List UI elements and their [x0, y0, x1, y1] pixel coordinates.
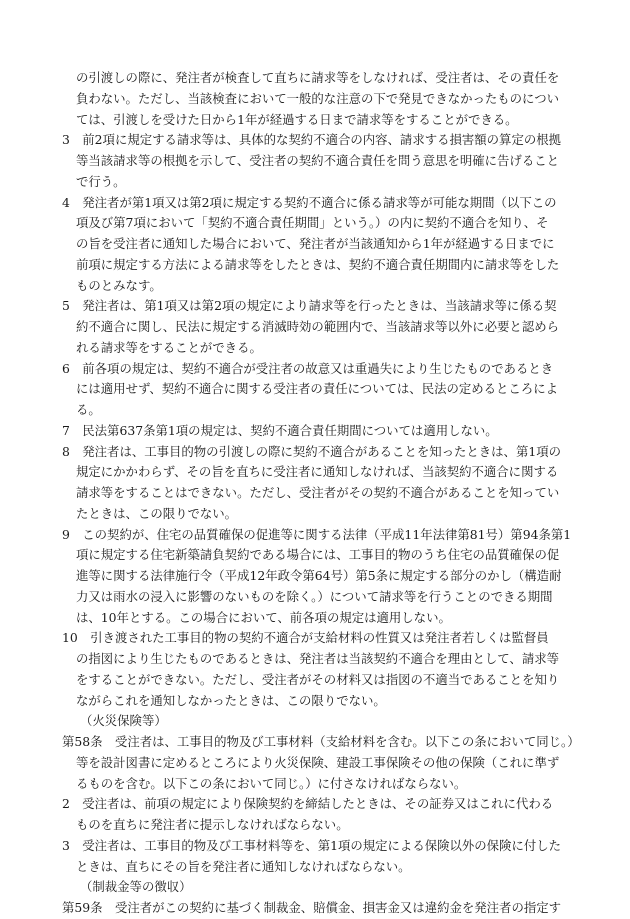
text-line: の指図により生じたものであるときは、発注者は当該契約不適合を理由として、請求等	[76, 651, 559, 666]
text-line: 3 前2項に規定する請求等は、具体的な契約不適合の内容、請求する損害額の算定の根拠	[62, 132, 562, 148]
text-line: るものを含む。以下この条において同じ。）に付さなければならない。	[76, 775, 467, 791]
text-line: 進等に関する法律施行令（平成12年政令第64号）第5条に規定する部分のかし（構造耐	[76, 568, 562, 583]
text-line: 10 引き渡された工事目的物の契約不適合が支給材料の性質又は発注者若しくは監督員	[62, 630, 549, 646]
text-line: 負わない。ただし、当該検査において一般的な注意の下で発見できなかったものについ	[76, 90, 559, 106]
text-line: 4 発注者が第1項又は第2項に規定する契約不適合に係る請求等が可能な期間（以下この	[62, 194, 557, 210]
text-line: 2 受注者は、前項の規定により保険契約を締結したときは、その証券又はこれに代わる	[62, 796, 554, 812]
text-line: 3 受注者は、工事目的物及び工事材料等を、第1項の規定による保険以外の保険に付した	[62, 837, 562, 853]
text-line: 第58条 受注者は、工事目的物及び工事材料（支給材料を含む。以下この条において同じ。）	[62, 734, 580, 749]
text-line: ものを直ちに発注者に提示しなければならない。	[76, 817, 349, 832]
text-line: 第59条 受注者がこの契約に基づく制裁金、賠償金、損害金又は違約金を発注者の指定す	[62, 900, 562, 915]
text-line: の引渡しの際に、発注者が検査して直ちに請求等をしなければ、受注者は、その責任を	[76, 70, 560, 85]
text-line: 等を設計図書に定めるところにより火災保険、建設工事保険その他の保険（これに準ず	[76, 754, 560, 770]
text-line: 6 前各項の規定は、契約不適合が受注者の故意又は重過失により生じたものであるとき	[62, 360, 554, 376]
text-line: 項及び第7項において「契約不適合責任期間」という。）の内に契約不適合を知り、そ	[76, 215, 549, 231]
text-line: には適用せず、契約不適合に関する受注者の責任については、民法の定めるところによ	[76, 381, 558, 397]
text-line: 9 この契約が、住宅の品質確保の促進等に関する法律（平成11年法律第81号）第94条第1	[62, 526, 572, 542]
text-line: 5 発注者は、第1項又は第2項の規定により請求等を行ったときは、当該請求等に係る契	[62, 298, 557, 314]
text-line: 力又は雨水の浸入に影響のないものを除く。）について請求等を行うことのできる期間	[76, 588, 553, 604]
text-line: の旨を受注者に通知した場合において、発注者が当該通知から1年が経過する日までに	[76, 236, 555, 251]
text-line: 等当該請求等の根拠を示して、受注者の契約不適合責任を問う意思を明確に告げること	[76, 153, 559, 168]
text-line: （火災保険等）	[80, 713, 167, 729]
text-line: で行う。	[76, 173, 126, 189]
text-line: 約不適合に関し、民法に規定する消滅時効の範囲内で、当該請求等以外に必要と認めら	[76, 319, 559, 334]
text-line: る。	[76, 402, 101, 417]
text-line: 7 民法第637条第1項の規定は、契約不適合責任期間については適用しない。	[62, 422, 498, 438]
text-line: 前項に規定する方法による請求等をしたときは、契約不適合責任期間内に請求等をした	[76, 256, 560, 272]
text-line: ときは、直ちにその旨を発注者に通知しなければならない。	[76, 858, 411, 874]
text-line: は、10年とする。この場合において、前各項の規定は適用しない。	[76, 609, 451, 625]
text-line: ては、引渡しを受けた日から1年が経過する日まで請求等をすることができる。	[76, 111, 518, 127]
text-line: 規定にかかわらず、その旨を直ちに受注者に通知しなければ、当該契約不適合に関する	[76, 464, 559, 480]
text-line: 請求等をすることはできない。ただし、受注者がその契約不適合があることを知ってい	[76, 485, 560, 500]
text-line: （制裁金等の徴収）	[80, 879, 192, 895]
text-line: ながらこれを通知しなかったときは、この限りでない。	[76, 692, 386, 708]
text-line: 項に規定する住宅新築請負契約である場合には、工事目的物のうち住宅の品質確保の促	[76, 547, 560, 563]
text-line: れる請求等をすることができる。	[76, 339, 262, 355]
text-line: 8 発注者は、工事目的物の引渡しの際に契約不適合があることを知ったときは、第1項の	[62, 443, 562, 459]
text-line: をすることができない。ただし、受注者がその材料又は指図の不適当であることを知り	[76, 671, 560, 687]
text-line: ものとみなす。	[76, 277, 162, 293]
text-line: たときは、この限りでない。	[76, 505, 238, 521]
